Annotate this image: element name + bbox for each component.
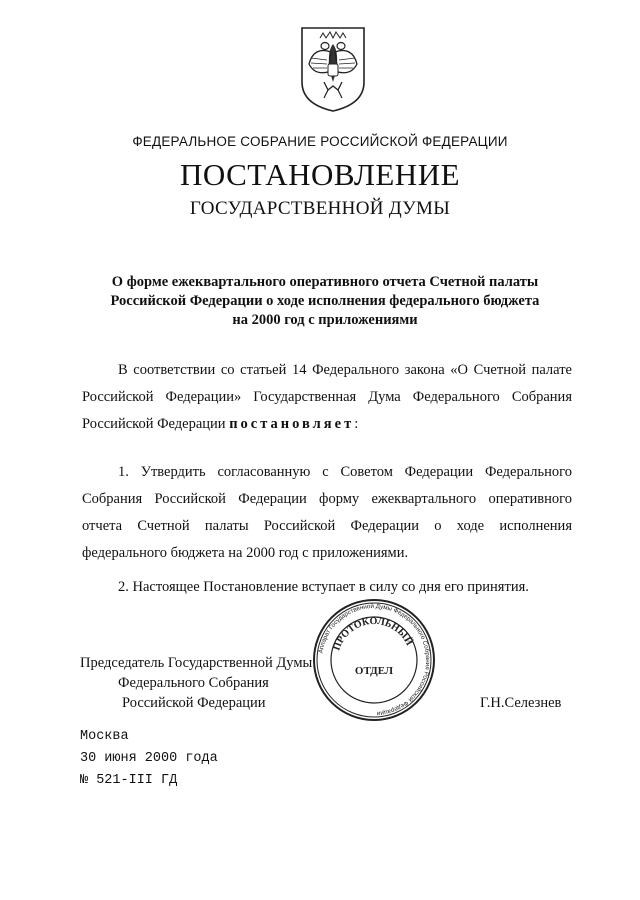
item-2-paragraph <box>82 574 572 601</box>
signing-date: 30 июня 2000 года <box>80 751 218 766</box>
office-stamp <box>312 598 436 722</box>
stamp-inner-textpath: ПРОТОКОЛЬНЫЙ <box>331 615 415 653</box>
item-1-paragraph <box>82 459 572 567</box>
title-line: на 2000 год с приложениями <box>232 312 418 328</box>
signatory-title <box>80 653 312 713</box>
item-line: 1. Утвердить согласованную с Советом Федерации Федерального <box>118 464 572 480</box>
preamble-paragraph <box>82 357 572 438</box>
item-line: Собрания Российской Федерации форму ежеквартального оперативного <box>82 491 572 507</box>
signatory-line: Российской Федерации <box>122 695 266 711</box>
signatory-line: Федерального Собрания <box>118 675 269 691</box>
signatory-line: Председатель Государственной Думы <box>80 655 313 671</box>
coat-of-arms-icon <box>298 24 368 114</box>
preamble-line3-prefix: Российской Федерации <box>82 416 230 432</box>
item-line: 2. Настоящее Постановление вступает в силу со дня его принятия. <box>118 579 529 595</box>
title-line: О форме ежеквартального оперативного отчета Счетной палаты <box>111 274 539 290</box>
item-line: федерального бюджета на 2000 год с приложениями. <box>82 545 409 561</box>
preamble-line: Российской Федерации» Государственная Дума Федерального Собрания <box>82 389 572 405</box>
document-subtype: ГОСУДАРСТВЕННОЙ ДУМЫ <box>189 198 451 219</box>
preamble-line <box>82 411 572 438</box>
signatory-name: Г.Н.Селезнев <box>480 695 562 711</box>
preamble-line3-suffix: : <box>354 416 359 432</box>
organization-name: ФЕДЕРАЛЬНОЕ СОБРАНИЕ РОССИЙСКОЙ ФЕДЕРАЦИИ <box>132 134 508 149</box>
place-of-signing: Москва <box>80 729 129 744</box>
stamp-center-text: ОТДЕЛ <box>354 665 394 677</box>
resolution-keyword: постановляет <box>229 416 355 432</box>
document-title <box>90 273 560 330</box>
document-type: ПОСТАНОВЛЕНИЕ <box>179 157 461 192</box>
stamp-outer-textpath: Аппарат Государственной Думы Федерального Собрания Российской Федерации <box>317 602 432 717</box>
preamble-line: В соответствии со статьей 14 Федерального закона «О Счетной палате <box>118 362 572 378</box>
title-line: Российской Федерации о ходе исполнения федерального бюджета <box>110 293 540 309</box>
document-number: № 521-III ГД <box>80 773 178 788</box>
document-footer <box>80 726 218 792</box>
stamp-inner-text <box>331 616 415 652</box>
item-line: отчета Счетной палаты Российской Федерации о ходе исполнения <box>82 518 572 534</box>
